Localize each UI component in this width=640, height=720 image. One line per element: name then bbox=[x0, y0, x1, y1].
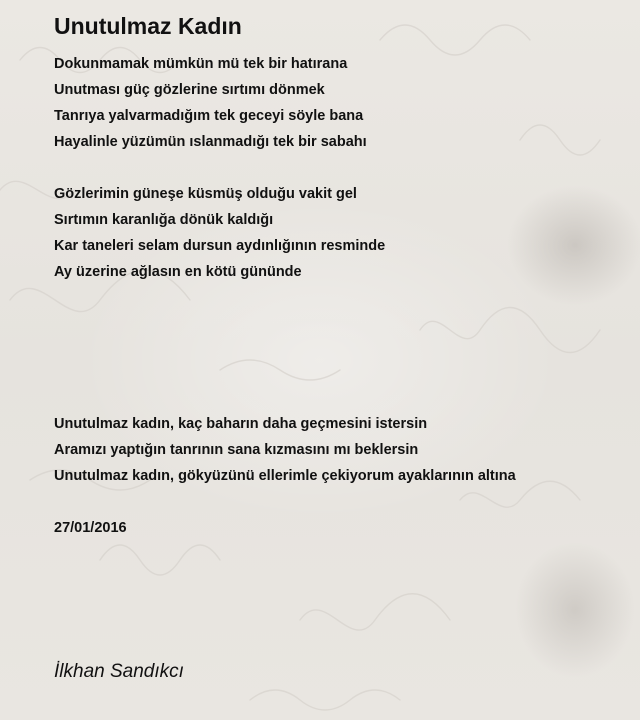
poem-line: Dokunmamak mümkün mü tek bir hatırana bbox=[54, 56, 348, 72]
poem-line: Gözlerimin güneşe küsmüş olduğu vakit gel bbox=[54, 186, 357, 202]
poem-author: İlkhan Sandıkcı bbox=[54, 661, 184, 682]
poem-line: Unutulmaz kadın, kaç baharın daha geçmesini istersin bbox=[54, 416, 428, 432]
poem-line: Ay üzerine ağlasın en kötü gününde bbox=[54, 264, 302, 280]
poem-line: Hayalinle yüzümün ıslanmadığı tek bir sabahı bbox=[54, 134, 367, 150]
stanza-3 bbox=[54, 411, 516, 489]
poem-line: Unutması güç gözlerine sırtımı dönmek bbox=[54, 82, 325, 98]
poem-line: Aramızı yaptığın tanrının sana kızmasını mı beklersin bbox=[54, 442, 419, 458]
stanza-1 bbox=[54, 51, 367, 155]
poem-line: Unutulmaz kadın, gökyüzünü ellerimle çekiyorum ayaklarının altına bbox=[54, 468, 516, 484]
poem-title: Unutulmaz Kadın bbox=[54, 13, 242, 39]
poem-line: Tanrıya yalvarmadığım tek geceyi söyle bana bbox=[54, 108, 364, 124]
poem-date: 27/01/2016 bbox=[54, 520, 127, 536]
poem-line: Sırtımın karanlığa dönük kaldığı bbox=[54, 212, 274, 228]
stanza-2 bbox=[54, 181, 385, 285]
poem-line: Kar taneleri selam dursun aydınlığının resminde bbox=[54, 238, 386, 254]
